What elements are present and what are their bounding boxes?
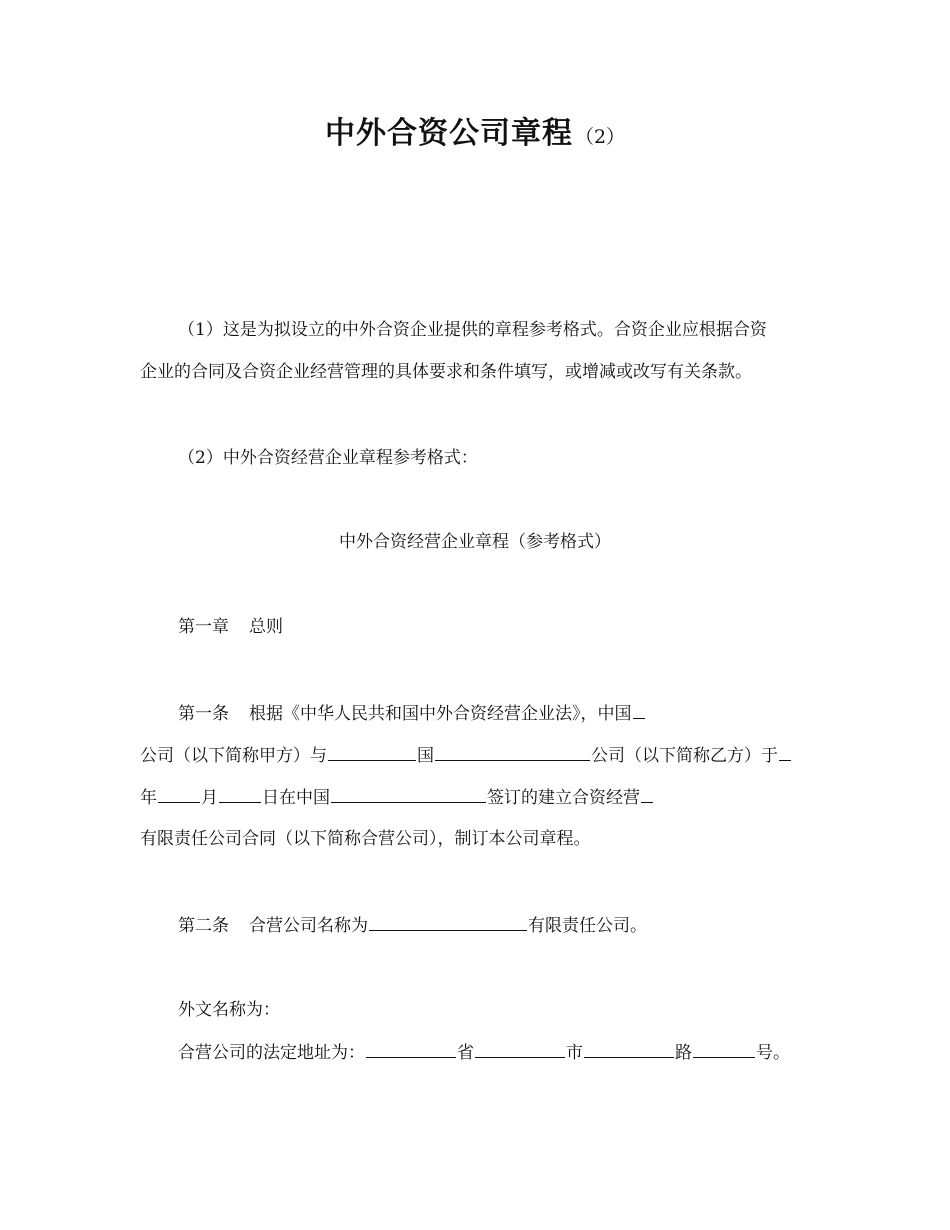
city-label: 市 [566, 1043, 583, 1063]
article-1-line-4: 有限责任公司合同（以下简称合营公司），制订本公司章程。 [140, 829, 591, 849]
article-1-text-2a: 公司（以下简称甲方）与 [140, 746, 327, 766]
province-label: 省 [457, 1043, 474, 1063]
signing-day-blank[interactable] [219, 785, 261, 803]
chapter-1-heading [178, 615, 283, 639]
article-1-text-2c: 公司（以下简称乙方）于 [591, 746, 778, 766]
article-1-line-1 [178, 701, 646, 726]
chapter-1-name: 总则 [249, 617, 283, 637]
joint-venture-name-blank[interactable] [641, 785, 653, 803]
charter-heading: 中外合资经营企业章程（参考格式） [339, 532, 611, 552]
article-1-line-3 [140, 785, 654, 810]
article-2-text-a: 合营公司名称为 [249, 916, 368, 936]
article-1-text-3c: 日在中国 [262, 788, 330, 808]
article-1-text-3b: 月 [201, 788, 218, 808]
foreign-name-line: 外文名称为： [178, 1000, 280, 1020]
article-2-label: 第二条 [178, 916, 229, 936]
road-label: 路 [675, 1043, 692, 1063]
number-label: 号。 [756, 1043, 790, 1063]
chapter-1-number: 第一章 [178, 617, 229, 637]
document-title-main: 中外合资公司章程 [324, 116, 573, 151]
legal-address-label: 合营公司的法定地址为： [178, 1043, 365, 1063]
number-blank[interactable] [693, 1040, 755, 1058]
party-a-company-blank[interactable] [633, 701, 645, 719]
article-1-label: 第一条 [178, 704, 229, 724]
legal-address-line [178, 1040, 790, 1065]
signing-year-blank[interactable] [779, 743, 791, 761]
article-2-text-b: 有限责任公司。 [528, 916, 647, 936]
signing-place-blank[interactable] [331, 785, 486, 803]
party-b-company-blank[interactable] [435, 743, 590, 761]
article-2-line-1 [178, 913, 647, 938]
document-title [0, 112, 950, 159]
document-title-suffix: （2） [574, 126, 626, 148]
city-blank[interactable] [475, 1040, 565, 1058]
company-name-blank[interactable] [369, 913, 527, 931]
intro-paragraph-1-line-1: （1）这是为拟设立的中外合资企业提供的章程参考格式。合资企业应根据合资 [178, 320, 767, 340]
article-1-text-3a: 年 [140, 788, 157, 808]
article-1-text-1: 根据《中华人民共和国中外合资经营企业法》，中国 [249, 704, 632, 724]
intro-paragraph-2: （2）中外合资经营企业章程参考格式： [178, 448, 478, 468]
article-1-text-3d: 签订的建立合资经营 [487, 788, 640, 808]
intro-paragraph-1-line-2: 企业的合同及合资企业经营管理的具体要求和条件填写，或增减或改写有关条款。 [140, 362, 752, 382]
road-blank[interactable] [584, 1040, 674, 1058]
party-b-country-blank[interactable] [328, 743, 416, 761]
signing-month-blank[interactable] [158, 785, 200, 803]
article-1-text-2b: 国 [417, 746, 434, 766]
province-blank[interactable] [366, 1040, 456, 1058]
article-1-line-2 [140, 743, 792, 768]
